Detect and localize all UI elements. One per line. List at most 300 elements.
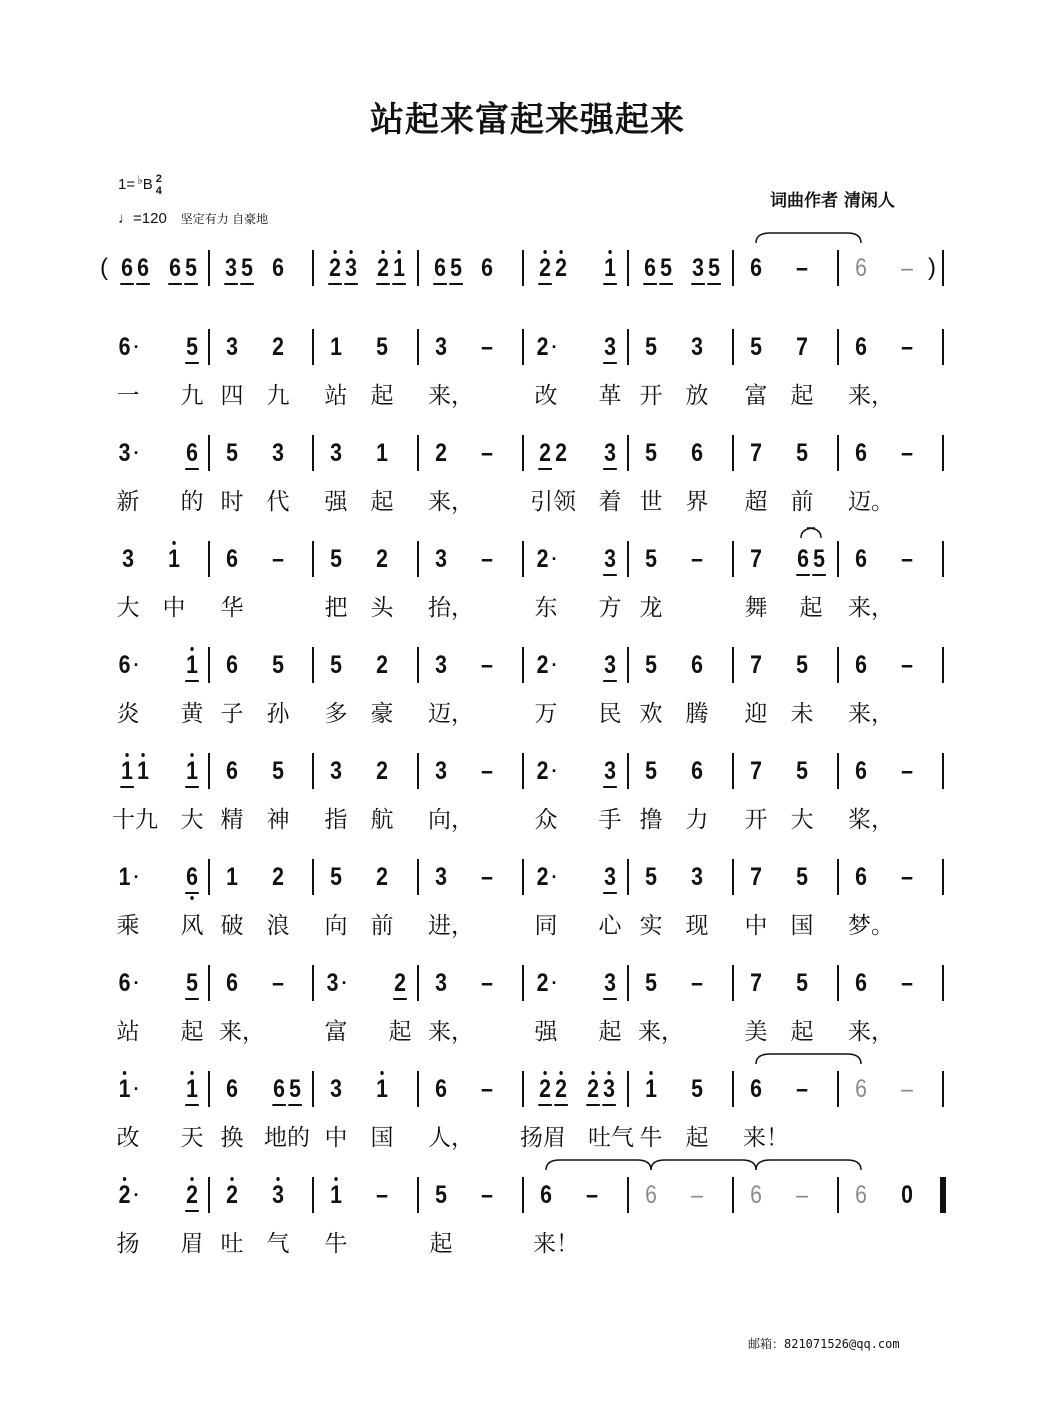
beat <box>374 438 390 468</box>
bar-line <box>837 859 839 895</box>
beat <box>328 544 344 574</box>
lyric: 向， <box>428 807 474 833</box>
octave-dot-above <box>381 250 384 254</box>
dash-note: – <box>481 1075 493 1103</box>
lyric: 扬眉 <box>520 1125 566 1151</box>
note: 1 <box>120 756 134 788</box>
note: 6 <box>226 757 238 785</box>
lyric: 富 <box>324 1019 348 1045</box>
note: 5 <box>796 757 808 785</box>
lyric: 前 <box>370 913 394 939</box>
lyric: 强 <box>324 489 348 515</box>
dash-note: – <box>901 333 913 361</box>
tie-arc <box>756 233 861 243</box>
beat <box>270 253 286 283</box>
bar-line <box>942 250 944 286</box>
note: 5 <box>645 439 657 467</box>
beat <box>853 756 869 786</box>
note: 1 <box>644 1074 658 1104</box>
beat <box>479 756 495 786</box>
note: 0 <box>901 1181 913 1209</box>
note: 1 <box>603 253 617 285</box>
lyric: 时 <box>220 489 244 515</box>
bar-line <box>417 753 419 789</box>
beat <box>117 650 140 680</box>
note: 6 <box>855 969 867 997</box>
beat <box>433 544 449 574</box>
bar-line <box>942 435 944 471</box>
tempo-marking <box>118 210 268 228</box>
beat <box>327 253 359 285</box>
beat <box>433 968 449 998</box>
lyric: 迈， <box>428 701 474 727</box>
note: 2 <box>538 438 552 470</box>
bar-line <box>417 250 419 286</box>
beat <box>899 756 915 786</box>
note: 7 <box>750 651 762 679</box>
augmentation-dot: · <box>341 973 348 993</box>
beat <box>224 968 240 998</box>
lyric: 实 <box>639 913 663 939</box>
beat <box>585 1074 617 1106</box>
note: 2 <box>538 253 552 285</box>
dash-note: – <box>901 757 913 785</box>
lyric: 舞 <box>744 595 768 621</box>
octave-dot-above <box>649 1071 652 1075</box>
note: 3 <box>435 651 447 679</box>
beat <box>270 650 286 680</box>
note: 2 <box>554 253 568 285</box>
note: 2 <box>185 1180 199 1212</box>
lyric: 来， <box>219 1019 265 1045</box>
beat <box>853 253 869 283</box>
bar-line <box>627 965 629 1001</box>
bar-line <box>208 541 210 577</box>
note: 5 <box>185 332 199 364</box>
beat <box>642 253 674 285</box>
note: 2 <box>586 1074 600 1106</box>
bar-line <box>837 647 839 683</box>
beat <box>689 332 705 362</box>
beat <box>853 862 869 892</box>
lyric: 来， <box>428 1019 474 1045</box>
bar-line <box>208 250 210 286</box>
note: 5 <box>330 863 342 891</box>
bar-line <box>732 329 734 365</box>
note: 7 <box>750 757 762 785</box>
beat <box>479 862 495 892</box>
lyric: 孙 <box>266 701 290 727</box>
note: 6 <box>855 1181 867 1209</box>
note: 5 <box>796 651 808 679</box>
lyric: 进， <box>428 913 474 939</box>
note: 5 <box>645 545 657 573</box>
note: 3 <box>435 863 447 891</box>
augmentation-dot: · <box>551 867 558 887</box>
note: 5 <box>645 651 657 679</box>
note: 6 <box>272 254 284 282</box>
note: 3 <box>330 439 342 467</box>
bar-line <box>627 250 629 286</box>
beat <box>689 438 705 468</box>
dash-note: – <box>796 1181 808 1209</box>
beat <box>224 438 240 468</box>
bar-line <box>627 753 629 789</box>
open-paren: ( <box>100 254 108 281</box>
beat <box>392 968 408 1000</box>
lyric: 强 <box>534 1019 558 1045</box>
note: 1 <box>330 333 342 361</box>
note: 6 <box>226 969 238 997</box>
dash-note: – <box>481 757 493 785</box>
lyric: 大 <box>790 807 814 833</box>
beat <box>794 438 810 468</box>
lyric: 手 <box>598 807 622 833</box>
beat <box>328 332 344 362</box>
beat <box>689 544 705 574</box>
augmentation-dot: · <box>133 867 140 887</box>
note: 6 <box>691 651 703 679</box>
note: 5 <box>707 253 721 285</box>
lyric: 心 <box>598 913 622 939</box>
beat <box>117 1180 140 1210</box>
beat <box>748 756 764 786</box>
octave-dot-above <box>333 250 336 254</box>
close-paren: ) <box>928 254 936 281</box>
lyric: 一 <box>116 383 140 409</box>
bar-line <box>732 965 734 1001</box>
note: 5 <box>272 651 284 679</box>
note: 6 <box>855 863 867 891</box>
lyric: 头 <box>370 595 394 621</box>
beat <box>166 544 182 574</box>
beat <box>794 968 810 998</box>
augmentation-dot: · <box>551 973 558 993</box>
lyric: 撸 <box>639 807 663 833</box>
note: 6 <box>481 254 493 282</box>
beat <box>479 332 495 362</box>
lyric: 风 <box>180 913 204 939</box>
lyric: 牛 <box>639 1125 663 1151</box>
note: 6 <box>226 651 238 679</box>
note: 3 <box>272 439 284 467</box>
lyric: 起 <box>388 1019 412 1045</box>
lyric: 龙 <box>639 595 663 621</box>
bar-line <box>312 1177 314 1213</box>
bar-line <box>627 1177 629 1213</box>
note: 6 <box>645 1181 657 1209</box>
bar-line <box>627 435 629 471</box>
dash-note: – <box>901 969 913 997</box>
beat <box>748 438 764 468</box>
note: 3 <box>118 439 131 467</box>
note: 6 <box>750 254 762 282</box>
lyric: 航 <box>370 807 394 833</box>
note: 6 <box>855 545 867 573</box>
lyric: 起 <box>370 489 394 515</box>
tie-arc <box>756 1160 861 1170</box>
beat <box>117 438 140 468</box>
lyric: 来， <box>428 383 474 409</box>
lyric: 中 <box>162 595 186 621</box>
note: 3 <box>691 333 703 361</box>
bar-line <box>837 1177 839 1213</box>
beat <box>374 1180 390 1210</box>
bar-line <box>208 859 210 895</box>
note: 6 <box>435 1075 447 1103</box>
beat <box>899 1074 915 1104</box>
beat <box>794 253 810 283</box>
bar-line <box>208 753 210 789</box>
time-bottom: 4 <box>155 185 162 197</box>
bar-line <box>837 753 839 789</box>
lyric: 富 <box>744 383 768 409</box>
lyric: 的 <box>180 489 204 515</box>
bar-line <box>312 541 314 577</box>
note: 3 <box>603 544 617 576</box>
beat <box>479 253 495 283</box>
bar-line <box>942 541 944 577</box>
lyric: 把 <box>324 595 348 621</box>
beat <box>535 756 558 786</box>
beat <box>184 968 200 1000</box>
note: 5 <box>796 439 808 467</box>
bar-line <box>208 1071 210 1107</box>
lyric: 浪 <box>266 913 290 939</box>
beat <box>433 756 449 786</box>
beat <box>224 332 240 362</box>
dash-note: – <box>901 545 913 573</box>
note: 2 <box>435 439 447 467</box>
beat <box>899 1180 915 1210</box>
slur-arc <box>801 528 821 538</box>
beat <box>224 1074 240 1104</box>
lyric: 改 <box>116 1125 140 1151</box>
beat <box>794 332 810 362</box>
bar-line <box>732 753 734 789</box>
lyric: 同 <box>534 913 558 939</box>
lyric: 起 <box>790 1019 814 1045</box>
lyric: 代 <box>266 489 290 515</box>
bar-line <box>208 329 210 365</box>
beat <box>853 438 869 468</box>
beat <box>538 1180 554 1210</box>
beat <box>748 332 764 362</box>
bar-line <box>522 1177 524 1213</box>
note: 5 <box>796 969 808 997</box>
beat <box>184 438 200 470</box>
note: 2 <box>376 863 388 891</box>
bar-line <box>312 965 314 1001</box>
octave-dot-above <box>608 250 611 254</box>
bar-line <box>312 859 314 895</box>
dash-note: – <box>586 1181 598 1209</box>
lyric: 子 <box>220 701 244 727</box>
beat <box>748 862 764 892</box>
lyric: 眉 <box>180 1231 204 1257</box>
note: 2 <box>554 1074 568 1106</box>
note: 5 <box>645 863 657 891</box>
note: 3 <box>603 650 617 682</box>
beat <box>433 650 449 680</box>
beat <box>374 862 390 892</box>
lyric: 国 <box>790 913 814 939</box>
bar-line <box>942 1071 944 1107</box>
lyric: 大 <box>180 807 204 833</box>
lyric: 神 <box>266 807 290 833</box>
bar-line <box>312 753 314 789</box>
beat <box>270 332 286 362</box>
beat <box>167 253 199 285</box>
beat <box>535 332 558 362</box>
note: 1 <box>375 1074 389 1104</box>
beat <box>643 544 659 574</box>
lyric: 站 <box>324 383 348 409</box>
dash-note: – <box>901 651 913 679</box>
note: 6 <box>136 253 150 285</box>
bar-line <box>417 859 419 895</box>
note: 3 <box>330 1075 342 1103</box>
bar-line <box>942 965 944 1001</box>
octave-dot-above <box>397 250 400 254</box>
lyric: 方 <box>598 595 622 621</box>
note: 5 <box>812 544 826 576</box>
lyric: 现 <box>685 913 709 939</box>
flat-icon: ♭ <box>137 173 143 187</box>
note: 6 <box>855 439 867 467</box>
beat <box>184 332 200 364</box>
lyric: 向 <box>324 913 348 939</box>
note: 1 <box>185 756 199 788</box>
bar-line <box>627 1071 629 1107</box>
note: 6 <box>185 438 199 470</box>
note: 3 <box>435 969 447 997</box>
beat <box>184 862 200 894</box>
lyric: 民 <box>598 701 622 727</box>
note: 2 <box>393 968 407 1000</box>
note: 5 <box>691 1075 703 1103</box>
dash-note: – <box>691 1181 703 1209</box>
beat <box>584 1180 600 1210</box>
note: 3 <box>224 253 238 285</box>
bar-line <box>627 859 629 895</box>
bar-line <box>208 435 210 471</box>
note: 6 <box>691 439 703 467</box>
note: 5 <box>750 333 762 361</box>
bar-line <box>627 541 629 577</box>
bar-line <box>417 647 419 683</box>
lyric: 扬 <box>116 1231 140 1257</box>
note: 6 <box>750 1181 762 1209</box>
note: 5 <box>435 1181 447 1209</box>
beat <box>479 438 495 468</box>
note: 6 <box>540 1181 552 1209</box>
expression-marking: 坚定有力 自豪地 <box>180 212 269 226</box>
note: 6 <box>855 1075 867 1103</box>
note: 3 <box>603 438 617 470</box>
tempo-value: =120 <box>133 210 167 227</box>
note: 5 <box>330 651 342 679</box>
lyric: 中 <box>744 913 768 939</box>
beat <box>794 1074 810 1104</box>
bar-line <box>522 435 524 471</box>
lyric: 起 <box>429 1231 453 1257</box>
lyric: 国 <box>370 1125 394 1151</box>
beat <box>433 1180 449 1210</box>
lyric: 起 <box>180 1019 204 1045</box>
beat <box>853 1074 869 1104</box>
lyric: 气 <box>266 1231 290 1257</box>
lyric: 着 <box>598 489 622 515</box>
beat <box>602 862 618 894</box>
bar-line <box>837 329 839 365</box>
bar-line <box>942 329 944 365</box>
bar-line <box>312 1071 314 1107</box>
lyric: 多 <box>324 701 348 727</box>
lyric: 乘 <box>116 913 140 939</box>
beat <box>602 756 618 788</box>
lyric: 四 <box>220 383 244 409</box>
beat <box>535 650 558 680</box>
beat <box>270 968 286 998</box>
beat <box>479 1180 495 1210</box>
lyric: 九 <box>180 383 204 409</box>
octave-dot-above <box>141 753 144 757</box>
note: 3 <box>226 333 238 361</box>
octave-dot-above <box>607 1071 610 1075</box>
note: 7 <box>796 333 808 361</box>
note: 1 <box>226 863 238 891</box>
lyric: 放 <box>685 383 709 409</box>
note: 3 <box>435 333 447 361</box>
lyric: 前 <box>790 489 814 515</box>
beat <box>479 544 495 574</box>
lyric: 万 <box>534 701 558 727</box>
augmentation-dot: · <box>551 549 558 569</box>
song-title: 站起来富起来强起来 <box>370 100 685 140</box>
lyric: 来！ <box>533 1231 579 1257</box>
lyric: 吐气 <box>588 1125 634 1151</box>
augmentation-dot: · <box>133 973 140 993</box>
beat <box>794 756 810 786</box>
beat <box>899 253 915 283</box>
lyric: 天 <box>180 1125 204 1151</box>
beat <box>899 862 915 892</box>
dash-note: – <box>272 969 284 997</box>
note: 6 <box>855 651 867 679</box>
beat <box>794 862 810 892</box>
dash-note: – <box>796 254 808 282</box>
bar-line <box>417 435 419 471</box>
note: 2 <box>225 1180 239 1210</box>
beat <box>224 862 240 892</box>
bar-line <box>627 329 629 365</box>
lyric: 来， <box>638 1019 684 1045</box>
beat <box>643 756 659 786</box>
beat <box>689 968 705 998</box>
tie-arc <box>651 1160 756 1170</box>
note: 6 <box>643 253 657 285</box>
note: 5 <box>645 757 657 785</box>
beat <box>853 544 869 574</box>
note: 1 <box>136 756 150 788</box>
lyric: 众 <box>534 807 558 833</box>
beat <box>643 650 659 680</box>
bar-line <box>417 1071 419 1107</box>
beat <box>374 650 390 680</box>
lyric: 美 <box>744 1019 768 1045</box>
octave-dot-above <box>543 1071 546 1075</box>
